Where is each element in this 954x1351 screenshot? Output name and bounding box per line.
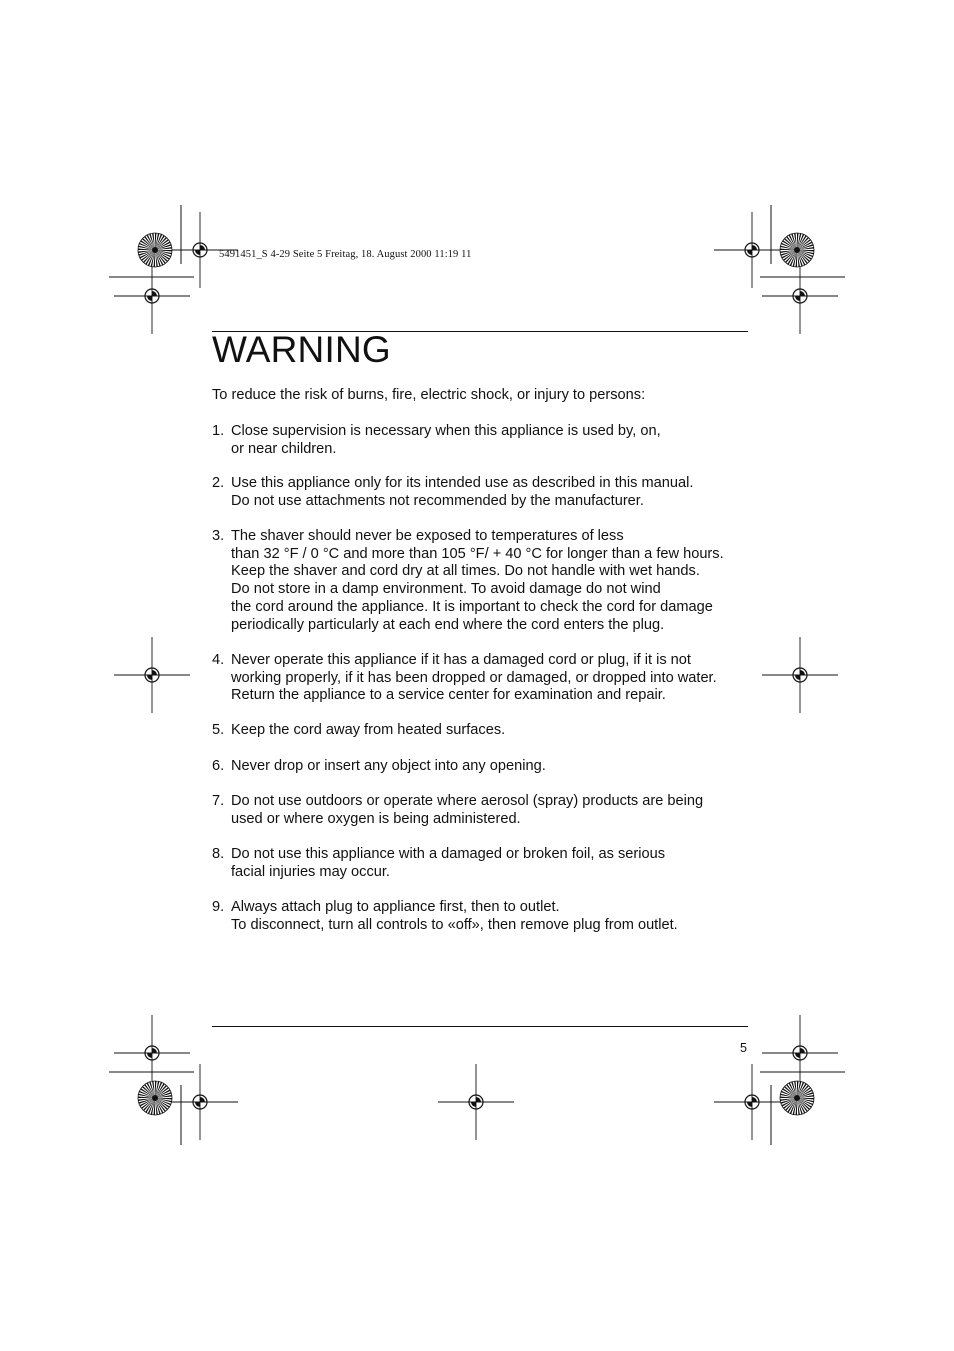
list-item-line: The shaver should never be exposed to temperatures of less (231, 528, 624, 544)
registration-crosshair-icon (114, 1015, 190, 1091)
registration-crosshair-icon (114, 637, 190, 713)
list-item-line: Close supervision is necessary when this appliance is used by, on, (231, 423, 661, 439)
list-item-line: To disconnect, turn all controls to «off», then remove plug from outlet. (231, 916, 678, 933)
list-item-line: Keep the cord away from heated surfaces. (231, 722, 506, 738)
list-item-line: than 32 °F / 0 °C and more than 105 °F/ + 40 °C for longer than a few hours. (231, 545, 724, 562)
page-title: WARNING (212, 329, 391, 370)
footer-rule (212, 1026, 748, 1027)
list-item-line: Never operate this appliance if it has a damaged cord or plug, if it is not (231, 652, 691, 668)
list-item-number: 7. (212, 793, 225, 809)
page-number: 5 (740, 1041, 747, 1055)
list-item-line: Do not use attachments not recommended by the manufacturer. (231, 492, 644, 509)
list-item-text (231, 846, 665, 881)
list-item-number: 8. (212, 846, 225, 862)
list-item-line: periodically particularly at each end where the cord enters the plug. (231, 616, 665, 633)
list-item-number: 5. (212, 722, 225, 738)
list-item-text (231, 475, 693, 510)
list-item-text (231, 652, 717, 705)
list-item-line: Return the appliance to a service center for examination and repair. (231, 687, 666, 704)
list-item-number: 3. (212, 528, 225, 544)
registration-crosshair-icon (762, 258, 838, 334)
registration-crosshair-icon (438, 1064, 514, 1140)
list-item-number: 2. (212, 475, 225, 491)
list-item-line: Do not use outdoors or operate where aerosol (spray) products are being (231, 793, 704, 809)
registration-crosshair-icon (162, 1064, 238, 1140)
list-item-line: the cord around the appliance. It is important to check the cord for damage (231, 598, 713, 615)
list-item-line: Keep the shaver and cord dry at all times. Do not handle with wet hands. (231, 563, 700, 580)
registration-crosshair-icon (762, 1015, 838, 1091)
registration-crosshair-icon (114, 258, 190, 334)
list-item-number: 4. (212, 652, 225, 668)
list-item-number: 1. (212, 423, 225, 439)
starburst-target-icon (138, 1081, 172, 1115)
list-item-line: working properly, if it has been dropped or damaged, or dropped into water. (231, 669, 717, 686)
list-item-line: facial injuries may occur. (231, 863, 390, 880)
list-item-text (231, 722, 505, 740)
starburst-target-icon (780, 1081, 814, 1115)
list-item-line: or near children. (231, 440, 337, 457)
list-item-number: 9. (212, 899, 225, 915)
list-item-line: Do not use this appliance with a damaged or broken foil, as serious (231, 846, 666, 862)
list-item-text (231, 528, 724, 634)
list-item-line: Never drop or insert any object into any opening. (231, 758, 546, 774)
list-item-text (231, 899, 678, 934)
list-item-number: 6. (212, 758, 225, 774)
list-item-line: Use this appliance only for its intended use as described in this manual. (231, 475, 694, 491)
starburst-target-icon (780, 233, 814, 267)
intro-text: To reduce the risk of burns, fire, electric shock, or injury to persons: (212, 387, 646, 403)
list-item-line: Do not store in a damp environment. To avoid damage do not wind (231, 581, 661, 598)
list-item-line: used or where oxygen is being administered. (231, 810, 521, 827)
list-item-line: Always attach plug to appliance first, then to outlet. (231, 899, 560, 915)
registration-crosshair-icon (762, 637, 838, 713)
registration-crosshair-icon (714, 1064, 790, 1140)
list-item-text (231, 758, 546, 776)
list-item-text (231, 423, 661, 458)
starburst-target-icon (138, 233, 172, 267)
list-item-text (231, 793, 703, 828)
print-slug-line: 5491451_S 4-29 Seite 5 Freitag, 18. August 2000 11:19 11 (219, 249, 472, 260)
